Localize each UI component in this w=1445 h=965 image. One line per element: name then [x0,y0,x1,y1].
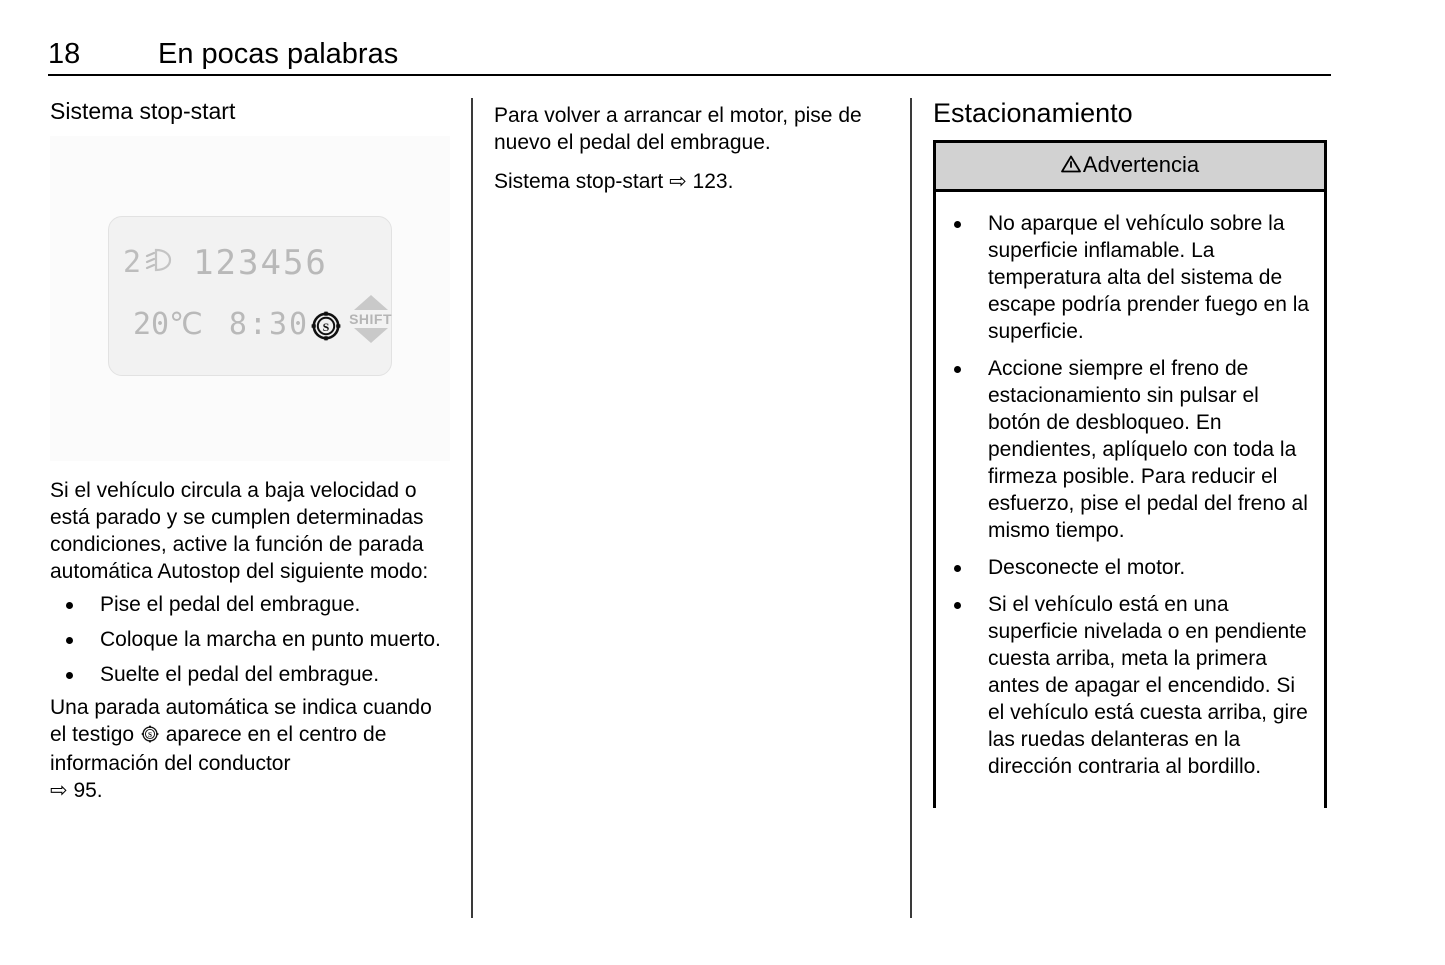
gear-indicator: 2 [123,245,144,280]
autostop-note-paragraph [50,694,450,804]
clock-value: 8:30 [228,307,310,342]
column-1 [50,96,450,808]
section-title-stop-start: Sistema stop-start [50,98,236,124]
section-title-parking: Estacionamiento [933,98,1133,128]
column-3 [933,96,1331,808]
stop-start-intro-paragraph: Si el vehículo circula a baja velocidad o está parado y se cumplen determinadas condiciones, active la función de parada automática Autostop del siguiente modo: [50,479,429,583]
dic-row-bottom [133,295,392,343]
triangle-down-icon [354,328,388,343]
warning-box [933,140,1327,808]
autostop-note-part2: aparece en el centro de información del conductor [50,723,387,775]
list-item: Si el vehículo está en una superficie nivelada o en pendiente cuesta arriba, meta la primera antes de apagar el encendido. Si el vehículo está cuesta arriba, gire las ruedas delanteras en la dirección contraria al bordillo. [940,591,1314,780]
header-rule [48,74,1331,76]
list-item: Desconecte el motor. [940,554,1314,581]
column-divider-2 [910,98,912,918]
cross-reference-page[interactable]: 95. [73,779,103,802]
shift-label: SHIFT [349,311,393,327]
list-item: Pise el pedal del embrague. [50,591,450,618]
cross-reference-label: Sistema stop-start [494,170,664,193]
restart-engine-paragraph: Para volver a arrancar el motor, pise de nuevo el pedal del embrague. [494,104,862,154]
list-item: Accione siempre el freno de estacionamiento sin pulsar el botón de desbloqueo. En pendientes, aplíquelo con toda la firmeza posible. Para reducir el esfuerzo, pise el pedal del freno al mismo tiempo. [940,355,1314,544]
list-item: Coloque la marcha en punto muerto. [50,626,450,653]
warning-items-list [940,210,1314,780]
cross-reference-page[interactable]: 123. [692,170,734,193]
triangle-up-icon [354,295,388,310]
stop-start-steps-list [50,591,450,688]
autostop-s-telltale-icon [311,311,341,341]
figure-dic-display [50,136,450,461]
page-number: 18 [48,38,81,70]
page-header [48,36,1331,76]
warning-box-body [936,192,1324,808]
stop-start-cross-reference [494,168,890,195]
cross-reference-arrow-icon: ⇨ [669,170,687,193]
svg-text:S: S [147,730,152,739]
warning-triangle-icon [1061,153,1081,178]
autostop-s-telltale-icon-inline [135,725,165,748]
shift-indicator [349,295,392,343]
autostop-note-part1: Una parada automática se indica cuando el testigo [50,696,432,746]
warning-box-header [936,143,1324,192]
dic-display-screen [108,216,392,376]
svg-text:S: S [322,320,330,334]
warning-heading-text: Advertencia [1082,152,1200,177]
page-title: En pocas palabras [158,38,399,70]
low-beam-headlight-icon [145,248,175,277]
dic-row-top [123,245,328,281]
cross-reference-arrow-icon: ⇨ [50,779,68,802]
column-divider-1 [471,98,473,918]
list-item: No aparque el vehículo sobre la superficie inflamable. La temperatura alta del sistema de escape podría prender fuego en la superficie. [940,210,1314,345]
column-2 [494,96,890,199]
odometer-value: 123456 [193,243,328,283]
outside-temperature: 20℃ [133,307,203,342]
list-item: Suelte el pedal del embrague. [50,661,450,688]
